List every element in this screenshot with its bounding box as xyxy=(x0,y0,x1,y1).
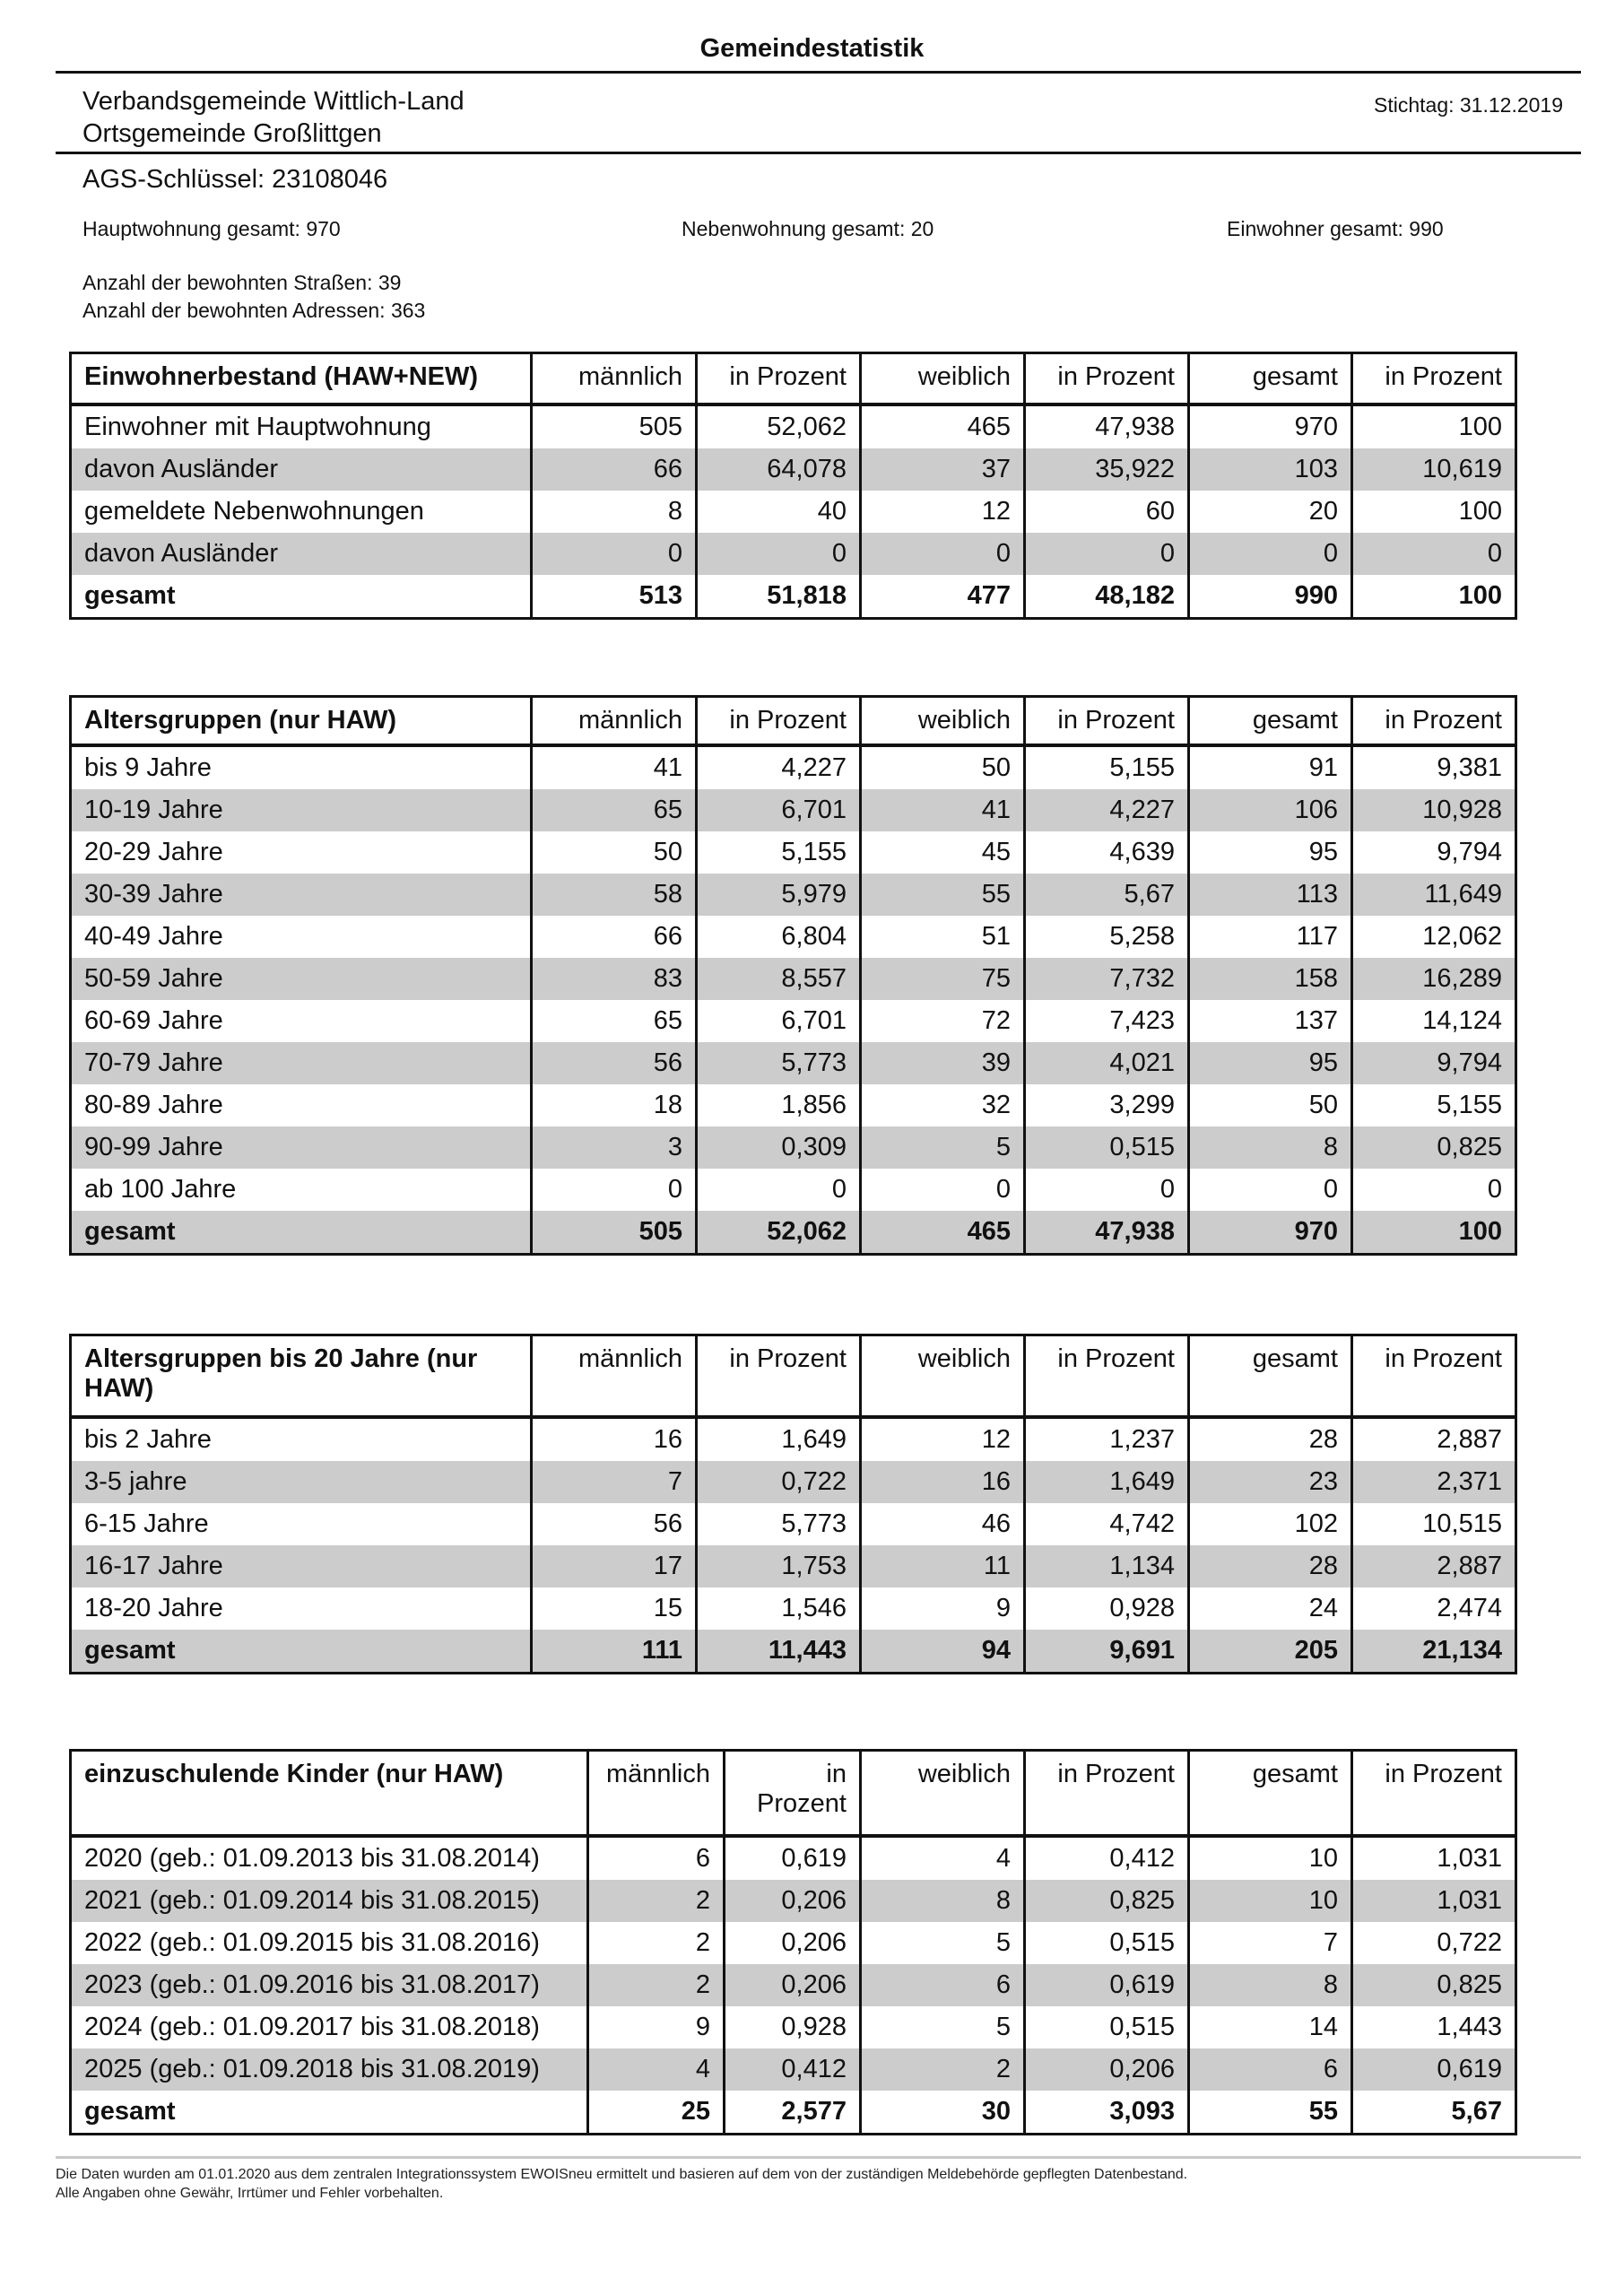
cell: 990 xyxy=(1189,575,1352,619)
cell: 100 xyxy=(1352,491,1516,533)
cell: 12 xyxy=(861,1417,1025,1461)
cell: 7,732 xyxy=(1025,958,1189,1000)
cell: 66 xyxy=(532,916,697,958)
cell: 6 xyxy=(861,1964,1025,2006)
row-label: gesamt xyxy=(84,580,176,610)
cell: 0,619 xyxy=(1025,1964,1189,2006)
row-label: 40-49 Jahre xyxy=(84,921,223,951)
cell: 970 xyxy=(1189,1211,1352,1255)
cell: 11 xyxy=(861,1545,1025,1587)
cell: 8 xyxy=(861,1880,1025,1922)
cell: 0,206 xyxy=(725,1922,861,1964)
col-header: weiblich xyxy=(861,1335,1025,1417)
cell: 513 xyxy=(532,575,697,619)
cell: 0 xyxy=(1025,533,1189,575)
cell: 0 xyxy=(1352,533,1516,575)
table-row xyxy=(71,1000,1516,1042)
cell: 0 xyxy=(697,1169,861,1211)
cell: 65 xyxy=(532,789,697,831)
cell: 50 xyxy=(1189,1084,1352,1126)
cell: 50 xyxy=(861,745,1025,789)
cell: 0,412 xyxy=(1025,1836,1189,1880)
cell: 117 xyxy=(1189,916,1352,958)
cell: 2 xyxy=(588,1880,725,1922)
cell: 9 xyxy=(588,2006,725,2048)
cell: 1,443 xyxy=(1352,2006,1516,2048)
cell: 5,155 xyxy=(1025,745,1189,789)
col-header: weiblich xyxy=(861,353,1025,404)
ags-key: AGS-Schlüssel: 23108046 xyxy=(83,165,388,194)
cell: 75 xyxy=(861,958,1025,1000)
cell: 51 xyxy=(861,916,1025,958)
row-label: 2021 (geb.: 01.09.2014 bis 31.08.2015) xyxy=(71,1880,588,1922)
cell: 14 xyxy=(1189,2006,1352,2048)
cell: 5,773 xyxy=(697,1042,861,1084)
cell: 1,031 xyxy=(1352,1880,1516,1922)
cell: 100 xyxy=(1352,404,1516,448)
cell: 10 xyxy=(1189,1880,1352,1922)
cell: 95 xyxy=(1189,1042,1352,1084)
table-total-row xyxy=(71,1211,1516,1255)
col-header: in Prozent xyxy=(697,353,861,404)
table-einzuschulende-kinder xyxy=(69,1749,1517,2135)
row-label: 2023 (geb.: 01.09.2016 bis 31.08.2017) xyxy=(71,1964,588,2006)
row-label: bis 9 Jahre xyxy=(84,752,212,782)
cell: 113 xyxy=(1189,874,1352,916)
cell: 5,67 xyxy=(1025,874,1189,916)
cell: 8 xyxy=(1189,1126,1352,1169)
cell: 51,818 xyxy=(697,575,861,619)
cell: 17 xyxy=(532,1545,697,1587)
cell: 0 xyxy=(861,1169,1025,1211)
cell: 0 xyxy=(532,533,697,575)
cell: 0,206 xyxy=(1025,2048,1189,2091)
cell: 4,021 xyxy=(1025,1042,1189,1084)
cell: 41 xyxy=(861,789,1025,831)
row-label: davon Ausländer xyxy=(71,533,532,575)
row-label: davon Ausländer xyxy=(71,448,532,491)
page-title: Gemeindestatistik xyxy=(699,34,925,63)
cell: 102 xyxy=(1189,1503,1352,1545)
cell: 465 xyxy=(861,1211,1025,1255)
cell: 505 xyxy=(532,1211,697,1255)
row-label: 2024 (geb.: 01.09.2017 bis 31.08.2018) xyxy=(84,2012,540,2041)
row-label: gesamt xyxy=(71,1630,532,1674)
cell: 5,67 xyxy=(1352,2091,1516,2135)
row-label: 20-29 Jahre xyxy=(84,837,223,866)
hauptwohnung-total: Hauptwohnung gesamt: 970 xyxy=(83,217,341,240)
cell: 9 xyxy=(861,1587,1025,1630)
cell: 56 xyxy=(532,1042,697,1084)
cell: 9,794 xyxy=(1352,831,1516,874)
row-label: 2020 (geb.: 01.09.2013 bis 31.08.2014) xyxy=(84,1843,540,1873)
col-header: in Prozent xyxy=(1352,1335,1516,1417)
cell: 23 xyxy=(1189,1461,1352,1503)
cell: 1,546 xyxy=(697,1587,861,1630)
row-label: 3-5 jahre xyxy=(71,1461,532,1503)
cell: 465 xyxy=(861,404,1025,448)
table-row xyxy=(71,448,1516,491)
cell: 0 xyxy=(1025,1169,1189,1211)
cell: 6 xyxy=(588,1836,725,1880)
cell: 2 xyxy=(588,1964,725,2006)
cell: 45 xyxy=(861,831,1025,874)
cell: 0,515 xyxy=(1025,1126,1189,1169)
cell: 10,619 xyxy=(1352,448,1516,491)
cell: 5 xyxy=(861,2006,1025,2048)
footer-disclaimer-line1: Die Daten wurden am 01.01.2020 aus dem zentralen Integrationssystem EWOISneu ermittelt und basieren auf dem von der zuständigen Meldebehörde gepflegten Datenbestand. xyxy=(56,2167,1188,2182)
cell: 37 xyxy=(861,448,1025,491)
cell: 970 xyxy=(1189,404,1352,448)
cell: 94 xyxy=(861,1630,1025,1674)
cell: 4 xyxy=(588,2048,725,2091)
table-row xyxy=(71,2048,1516,2091)
table-row xyxy=(71,491,1516,533)
cell: 58 xyxy=(532,874,697,916)
cell: 6 xyxy=(1189,2048,1352,2091)
cell: 0,515 xyxy=(1025,1922,1189,1964)
cell: 4,227 xyxy=(697,745,861,789)
col-header: in Prozent xyxy=(697,697,861,745)
cell: 3,299 xyxy=(1025,1084,1189,1126)
table-row xyxy=(71,1126,1516,1169)
cell: 65 xyxy=(532,1000,697,1042)
table-altersgruppen xyxy=(69,695,1517,1256)
table-row xyxy=(71,958,1516,1000)
cell: 2 xyxy=(861,2048,1025,2091)
cell: 60 xyxy=(1025,491,1189,533)
cell: 3,093 xyxy=(1025,2091,1189,2135)
table-row xyxy=(71,1417,1516,1461)
cell: 0,309 xyxy=(697,1126,861,1169)
cell: 0 xyxy=(697,533,861,575)
cell: 9,381 xyxy=(1352,745,1516,789)
cell: 0,928 xyxy=(1025,1587,1189,1630)
table-altersgruppen-bis-20 xyxy=(69,1334,1517,1674)
streets-count: Anzahl der bewohnten Straßen: 39 xyxy=(83,271,402,294)
cell: 0,412 xyxy=(725,2048,861,2091)
cell: 72 xyxy=(861,1000,1025,1042)
cell: 1,649 xyxy=(1025,1461,1189,1503)
cell: 9,691 xyxy=(1025,1630,1189,1674)
cell: 1,237 xyxy=(1025,1417,1189,1461)
cell: 4,639 xyxy=(1025,831,1189,874)
cell: 0,825 xyxy=(1352,1964,1516,2006)
cell: 11,649 xyxy=(1352,874,1516,916)
cell: 10,515 xyxy=(1352,1503,1516,1545)
cell: 20 xyxy=(1189,491,1352,533)
table-einwohnerbestand xyxy=(69,352,1517,620)
col-header: in Prozent xyxy=(1025,697,1189,745)
cell: 100 xyxy=(1352,575,1516,619)
cell: 83 xyxy=(532,958,697,1000)
verbandsgemeinde-label: Verbandsgemeinde Wittlich-Land xyxy=(83,87,465,116)
row-label: ab 100 Jahre xyxy=(84,1174,237,1204)
cell: 4,227 xyxy=(1025,789,1189,831)
cell: 11,443 xyxy=(697,1630,861,1674)
cell: 55 xyxy=(861,874,1025,916)
cell: 5 xyxy=(861,1922,1025,1964)
table-row xyxy=(71,831,1516,874)
col-header: in Prozent xyxy=(1352,353,1516,404)
cell: 0 xyxy=(1189,1169,1352,1211)
cell: 0,206 xyxy=(725,1880,861,1922)
cell: 0,619 xyxy=(1352,2048,1516,2091)
cell: 505 xyxy=(532,404,697,448)
cell: 158 xyxy=(1189,958,1352,1000)
cell: 7 xyxy=(1189,1922,1352,1964)
table-row xyxy=(71,1587,1516,1630)
row-label: 90-99 Jahre xyxy=(71,1126,532,1169)
cell: 7,423 xyxy=(1025,1000,1189,1042)
cell: 1,649 xyxy=(697,1417,861,1461)
table-row xyxy=(71,1964,1516,2006)
row-label: 2025 (geb.: 01.09.2018 bis 31.08.2019) xyxy=(71,2048,588,2091)
cell: 50 xyxy=(532,831,697,874)
cell: 0,619 xyxy=(725,1836,861,1880)
row-label: bis 2 Jahre xyxy=(84,1424,212,1454)
cell: 0,928 xyxy=(725,2006,861,2048)
cell: 0,722 xyxy=(697,1461,861,1503)
col-header: männlich xyxy=(532,1335,697,1417)
row-label: 18-20 Jahre xyxy=(84,1593,223,1622)
cell: 3 xyxy=(532,1126,697,1169)
col-header: männlich xyxy=(588,1751,725,1836)
cell: 0,825 xyxy=(1352,1126,1516,1169)
col-header: in Prozent xyxy=(1352,697,1516,745)
cell: 10,928 xyxy=(1352,789,1516,831)
cell: 2,577 xyxy=(725,2091,861,2135)
cell: 47,938 xyxy=(1025,404,1189,448)
table-row xyxy=(71,789,1516,831)
ortsgemeinde-label: Ortsgemeinde Großlittgen xyxy=(83,119,382,148)
col-header: in Prozent xyxy=(1025,1335,1189,1417)
nebenwohnung-total: Nebenwohnung gesamt: 20 xyxy=(682,217,934,240)
cell: 64,078 xyxy=(697,448,861,491)
col-header: weiblich xyxy=(861,1751,1025,1836)
cell: 8 xyxy=(532,491,697,533)
cell: 5,258 xyxy=(1025,916,1189,958)
cell: 6,701 xyxy=(697,789,861,831)
cell: 1,856 xyxy=(697,1084,861,1126)
table-row xyxy=(71,404,1516,448)
cell: 6,701 xyxy=(697,1000,861,1042)
table-title: Altersgruppen bis 20 Jahre (nur HAW) xyxy=(84,1344,478,1403)
cell: 5,155 xyxy=(697,831,861,874)
col-header: in Prozent xyxy=(697,1335,861,1417)
header-top-rule xyxy=(56,71,1581,74)
row-label: 60-69 Jahre xyxy=(84,1005,223,1035)
cell: 2,887 xyxy=(1352,1417,1516,1461)
table-row xyxy=(71,533,1516,575)
cell: 52,062 xyxy=(697,1211,861,1255)
table-title: Einwohnerbestand (HAW+NEW) xyxy=(84,362,479,391)
row-label: 70-79 Jahre xyxy=(71,1042,532,1084)
table-row xyxy=(71,1545,1516,1587)
cell: 2,371 xyxy=(1352,1461,1516,1503)
cell: 0,515 xyxy=(1025,2006,1189,2048)
col-header: in Prozent xyxy=(1025,1751,1189,1836)
cell: 52,062 xyxy=(697,404,861,448)
cell: 0 xyxy=(1352,1169,1516,1211)
cell: 10 xyxy=(1189,1836,1352,1880)
table-row xyxy=(71,1169,1516,1211)
stichtag-label: Stichtag: 31.12.2019 xyxy=(1374,93,1563,117)
col-header: männlich xyxy=(532,697,697,745)
row-label: gesamt xyxy=(71,1211,532,1255)
cell: 16 xyxy=(861,1461,1025,1503)
header-bottom-rule xyxy=(56,152,1581,154)
cell: 91 xyxy=(1189,745,1352,789)
cell: 15 xyxy=(532,1587,697,1630)
table-total-row xyxy=(71,1630,1516,1674)
cell: 16 xyxy=(532,1417,697,1461)
table-total-row xyxy=(71,2091,1516,2135)
cell: 8,557 xyxy=(697,958,861,1000)
row-label: 16-17 Jahre xyxy=(71,1545,532,1587)
col-header: gesamt xyxy=(1189,697,1352,745)
cell: 5,773 xyxy=(697,1503,861,1545)
cell: 205 xyxy=(1189,1630,1352,1674)
row-label: gemeldete Nebenwohnungen xyxy=(84,496,424,526)
cell: 0 xyxy=(861,533,1025,575)
cell: 46 xyxy=(861,1503,1025,1545)
cell: 5,979 xyxy=(697,874,861,916)
cell: 1,753 xyxy=(697,1545,861,1587)
cell: 21,134 xyxy=(1352,1630,1516,1674)
row-label: 10-19 Jahre xyxy=(71,789,532,831)
table-row xyxy=(71,1922,1516,1964)
cell: 103 xyxy=(1189,448,1352,491)
cell: 12,062 xyxy=(1352,916,1516,958)
cell: 5 xyxy=(861,1126,1025,1169)
cell: 95 xyxy=(1189,831,1352,874)
cell: 35,922 xyxy=(1025,448,1189,491)
col-header: gesamt xyxy=(1189,353,1352,404)
cell: 0 xyxy=(1189,533,1352,575)
table-row xyxy=(71,916,1516,958)
cell: 55 xyxy=(1189,2091,1352,2135)
cell: 2,474 xyxy=(1352,1587,1516,1630)
cell: 6,804 xyxy=(697,916,861,958)
table-title: einzuschulende Kinder (nur HAW) xyxy=(84,1760,504,1788)
cell: 1,031 xyxy=(1352,1836,1516,1880)
cell: 30 xyxy=(861,2091,1025,2135)
cell: 9,794 xyxy=(1352,1042,1516,1084)
cell: 24 xyxy=(1189,1587,1352,1630)
table-total-row xyxy=(71,575,1516,619)
cell: 137 xyxy=(1189,1000,1352,1042)
cell: 32 xyxy=(861,1084,1025,1126)
col-header: in Prozent xyxy=(1025,353,1189,404)
cell: 16,289 xyxy=(1352,958,1516,1000)
table-row xyxy=(71,1042,1516,1084)
col-header: gesamt xyxy=(1189,1751,1352,1836)
cell: 7 xyxy=(532,1461,697,1503)
cell: 25 xyxy=(588,2091,725,2135)
cell: 66 xyxy=(532,448,697,491)
cell: 0,206 xyxy=(725,1964,861,2006)
footer-rule xyxy=(56,2156,1581,2159)
cell: 0 xyxy=(532,1169,697,1211)
einwohner-total: Einwohner gesamt: 990 xyxy=(1227,217,1444,240)
table-row xyxy=(71,1836,1516,1880)
col-header: gesamt xyxy=(1189,1335,1352,1417)
row-label: gesamt xyxy=(84,2096,176,2126)
cell: 56 xyxy=(532,1503,697,1545)
cell: 0,825 xyxy=(1025,1880,1189,1922)
cell: 18 xyxy=(532,1084,697,1126)
cell: 5,155 xyxy=(1352,1084,1516,1126)
row-label: 80-89 Jahre xyxy=(84,1090,223,1119)
table-row xyxy=(71,1461,1516,1503)
footer-disclaimer-line2: Alle Angaben ohne Gewähr, Irrtümer und Fehler vorbehalten. xyxy=(56,2186,444,2201)
table-row xyxy=(71,1084,1516,1126)
table-row xyxy=(71,2006,1516,2048)
cell: 39 xyxy=(861,1042,1025,1084)
row-label: 30-39 Jahre xyxy=(71,874,532,916)
addresses-count: Anzahl der bewohnten Adressen: 363 xyxy=(83,299,426,322)
cell: 0,722 xyxy=(1352,1922,1516,1964)
row-label: 50-59 Jahre xyxy=(71,958,532,1000)
row-label: Einwohner mit Hauptwohnung xyxy=(84,412,431,441)
cell: 8 xyxy=(1189,1964,1352,2006)
table-row xyxy=(71,1503,1516,1545)
cell: 14,124 xyxy=(1352,1000,1516,1042)
cell: 12 xyxy=(861,491,1025,533)
col-header: in Prozent xyxy=(725,1751,861,1836)
cell: 47,938 xyxy=(1025,1211,1189,1255)
cell: 4,742 xyxy=(1025,1503,1189,1545)
cell: 2,887 xyxy=(1352,1545,1516,1587)
table-row xyxy=(71,745,1516,789)
cell: 2 xyxy=(588,1922,725,1964)
col-header: in Prozent xyxy=(1352,1751,1516,1836)
cell: 48,182 xyxy=(1025,575,1189,619)
cell: 477 xyxy=(861,575,1025,619)
col-header: weiblich xyxy=(861,697,1025,745)
cell: 1,134 xyxy=(1025,1545,1189,1587)
row-label: 2022 (geb.: 01.09.2015 bis 31.08.2016) xyxy=(84,1927,540,1957)
cell: 41 xyxy=(532,745,697,789)
cell: 106 xyxy=(1189,789,1352,831)
cell: 4 xyxy=(861,1836,1025,1880)
table-row xyxy=(71,874,1516,916)
cell: 28 xyxy=(1189,1417,1352,1461)
table-row xyxy=(71,1880,1516,1922)
row-label: 6-15 Jahre xyxy=(84,1509,209,1538)
cell: 28 xyxy=(1189,1545,1352,1587)
cell: 100 xyxy=(1352,1211,1516,1255)
table-title: Altersgruppen (nur HAW) xyxy=(84,706,396,735)
col-header: männlich xyxy=(532,353,697,404)
cell: 111 xyxy=(532,1630,697,1674)
cell: 40 xyxy=(697,491,861,533)
